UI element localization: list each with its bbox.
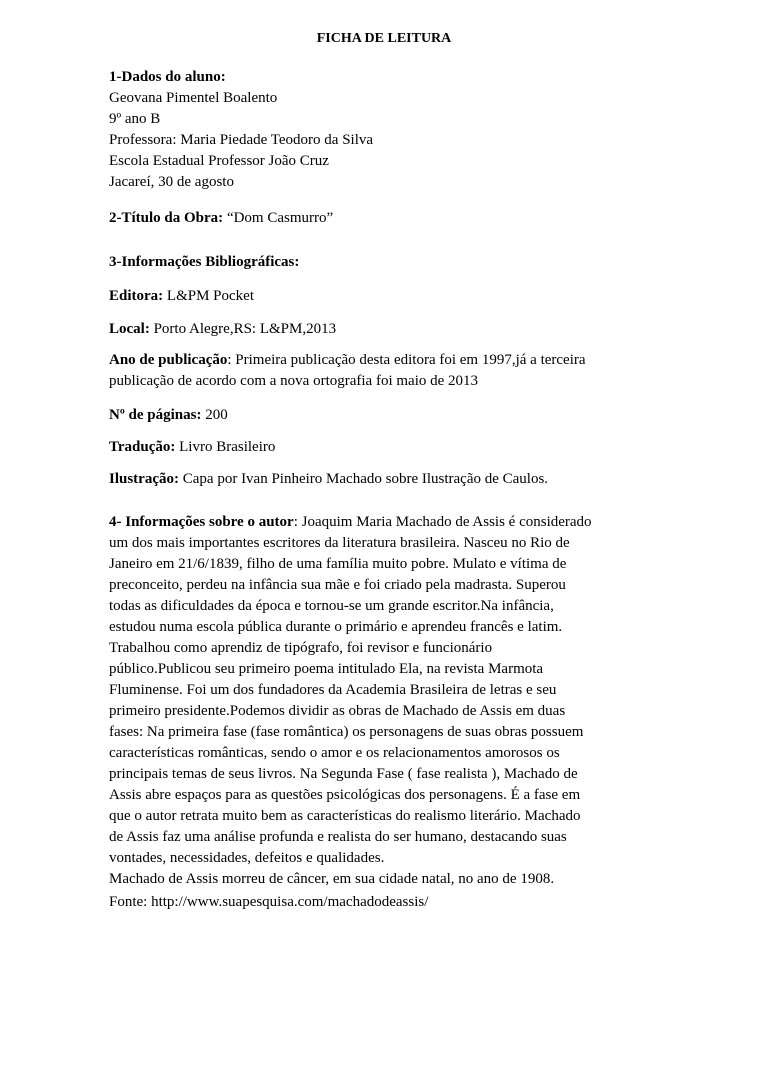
document-title: FICHA DE LEITURA [316, 31, 452, 46]
ilustracao-value: Capa por Ivan Pinheiro Machado sobre Ilustração de Caulos. [179, 471, 549, 487]
editora-line [109, 286, 629, 307]
author-line: vontades, necessidades, defeitos e qualidades. [109, 850, 385, 866]
local-line [109, 319, 629, 340]
author-line: Fluminense. Foi um dos fundadores da Academia Brasileira de letras e seu [109, 682, 557, 698]
source-text: Fonte: http://www.suapesquisa.com/machadodeassis/ [109, 894, 429, 910]
author-section [109, 512, 629, 890]
ano-line-2: publicação de acordo com a nova ortografia foi maio de 2013 [109, 373, 479, 389]
work-title-value: “Dom Casmurro” [223, 210, 334, 226]
student-date: Jacareí, 30 de agosto [109, 174, 234, 190]
author-line: Assis abre espaços para as questões psicológicas dos personagens. É a fase em [109, 787, 581, 803]
author-line: Machado de Assis morreu de câncer, em sua cidade natal, no ano de 1908. [109, 871, 555, 887]
paginas-label: Nº de páginas: [109, 407, 202, 423]
traducao-label: Tradução: [109, 439, 176, 455]
student-teacher: Professora: Maria Piedade Teodoro da Silva [109, 132, 374, 148]
student-heading: 1-Dados do aluno: [109, 69, 226, 85]
author-line: estudou numa escola pública durante o primário e aprendeu francês e latim. [109, 619, 563, 635]
work-title-label: 2-Título da Obra: [109, 210, 224, 226]
author-line: características românticas, sendo o amor e os relacionamentos amorosos os [109, 745, 560, 761]
student-section [109, 67, 629, 193]
author-line: fases: Na primeira fase (fase romântica) os personagens de suas obras possuem [109, 724, 584, 740]
ano-label: Ano de publicação [109, 352, 228, 368]
local-value: Porto Alegre,RS: L&PM,2013 [149, 321, 337, 337]
student-school: Escola Estadual Professor João Cruz [109, 153, 329, 169]
author-line: um dos mais importantes escritores da literatura brasileira. Nasceu no Rio de [109, 535, 570, 551]
traducao-value: Livro Brasileiro [175, 439, 276, 455]
author-line: que o autor retrata muito bem as características do realismo literário. Machado [109, 808, 581, 824]
student-class: 9º ano B [109, 111, 161, 127]
author-line: de Assis faz uma análise profunda e realista do ser humano, destacando suas [109, 829, 567, 845]
author-first-line: : Joaquim Maria Machado de Assis é considerado [293, 514, 592, 530]
biblio-heading: 3-Informações Bibliográficas: [109, 254, 300, 270]
author-line: preconceito, perdeu na infância sua mãe e foi criado pela madrasta. Superou [109, 577, 566, 593]
source-line [109, 892, 629, 913]
ano-publicacao [109, 350, 629, 392]
paginas-value: 200 [201, 407, 228, 423]
author-line: todas as dificuldades da época e tornou-se um grande escritor.Na infância, [109, 598, 554, 614]
author-line: principais temas de seus livros. Na Segunda Fase ( fase realista ), Machado de [109, 766, 578, 782]
author-line: Janeiro em 21/6/1839, filho de uma família muito pobre. Mulato e vítima de [109, 556, 567, 572]
author-line: primeiro presidente.Podemos dividir as obras de Machado de Assis em duas [109, 703, 566, 719]
ilustracao-line [109, 469, 629, 490]
paginas-line [109, 405, 629, 426]
local-label: Local: [109, 321, 150, 337]
author-line: público.Publicou seu primeiro poema intitulado Ela, na revista Marmota [109, 661, 544, 677]
work-title-section [109, 208, 629, 229]
ano-line-1: : Primeira publicação desta editora foi em 1997,já a terceira [227, 352, 586, 368]
editora-value: L&PM Pocket [163, 288, 255, 304]
traducao-line [109, 437, 629, 458]
student-name: Geovana Pimentel Boalento [109, 90, 278, 106]
author-label: 4- Informações sobre o autor [109, 514, 294, 530]
ilustracao-label: Ilustração: [109, 471, 179, 487]
editora-label: Editora: [109, 288, 164, 304]
biblio-heading-section [109, 252, 629, 273]
author-line: Trabalhou como aprendiz de tipógrafo, foi revisor e funcionário [109, 640, 493, 656]
